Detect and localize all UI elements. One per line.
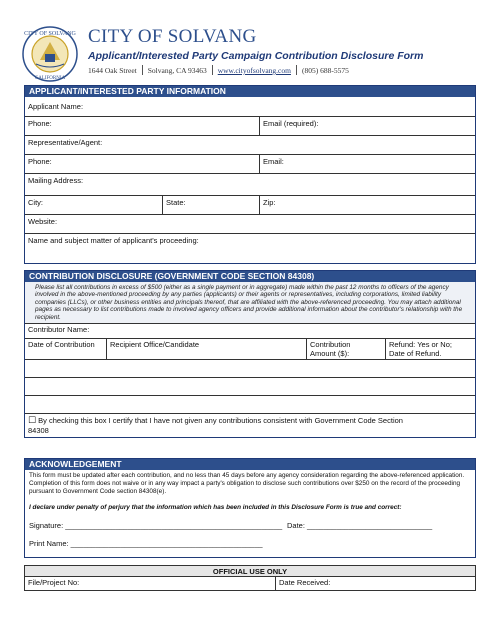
mailing-address-row — [25, 173, 475, 195]
signature-line — [25, 515, 475, 537]
subject-matter-row — [25, 233, 475, 263]
certify-row — [25, 413, 475, 437]
col-date-header: Date of Contribution — [28, 340, 95, 350]
print-name-line — [25, 537, 475, 557]
section-heading: CONTRIBUTION DISCLOSURE (GOVERNMENT CODE SECTION 84308) — [25, 271, 475, 282]
street-address: 1644 Oak Street — [88, 66, 137, 75]
official-use-row — [25, 577, 475, 590]
contribution-table-header — [25, 338, 475, 359]
acknowledgement-text: This form must be updated after each contribution, and no less than 45 days before any agency consideration regarding the above-referenced application. Completion of this form does not waive or in any way impact a party's obligation to disclose such contributions over $250 on the record of the proceeding pursuant to Government Code section 84308(e). — [29, 472, 465, 495]
applicant-phone-row — [25, 116, 475, 135]
contribution-instructions: Please list all contributions in excess of $500 (either as a single payment or in aggregate) made within the past 12 months to officers of the agency involved in the above-mentioned proceeding by any parties (applicants) or their agents or representatives, including corporations, limited liability companies (LLCs), or other business entities and principals thereof, that are affiliated with the above-referenced proceeding. You may attach additional pages as necessary to list contributions made to involved agency officers and provide additional information about the contributor's relationship with the recipient. — [25, 282, 475, 324]
form-title: Applicant/Interested Party Campaign Contribution Disclosure Form — [88, 50, 424, 62]
section-heading: APPLICANT/INTERESTED PARTY INFORMATION — [25, 86, 475, 97]
seal-text-top: CITY OF SOLVANG — [24, 31, 76, 37]
subject-matter-field[interactable]: Name and subject matter of applicant's proceeding: — [28, 236, 199, 245]
col-refund-line1: Refund: Yes or No; — [389, 340, 452, 350]
seal-text-bottom: CALIFORNIA — [34, 76, 66, 81]
website-link[interactable]: www.cityofsolvang.com — [217, 66, 291, 75]
section-heading: ACKNOWLEDGEMENT — [25, 459, 475, 470]
letterhead — [0, 0, 480, 82]
contributor-name-field[interactable]: Contributor Name: — [28, 325, 90, 335]
certify-text-line1: By checking this box I certify that I have not given any contributions consistent with Government Code Section — [38, 416, 403, 426]
rep-phone-field[interactable]: Phone: — [28, 157, 52, 166]
applicant-name-field[interactable]: Applicant Name: — [28, 102, 84, 111]
website-row — [25, 214, 475, 233]
col-recipient-header: Recipient Office/Candidate — [106, 339, 306, 359]
contributor-name-row — [25, 324, 475, 338]
contribution-entry-row[interactable] — [25, 359, 475, 377]
applicant-name-row — [25, 97, 475, 116]
col-amount-line1: Contribution — [310, 340, 351, 350]
rep-phone-row — [25, 154, 475, 173]
certify-statement — [25, 414, 477, 437]
city-seal-logo — [22, 26, 78, 82]
col-refund-line2: Date of Refund. — [389, 349, 442, 359]
col-amount-header — [306, 339, 385, 359]
city-name: CITY OF SOLVANG — [88, 26, 257, 47]
checkbox-icon[interactable]: ☐ — [28, 416, 37, 427]
applicant-phone-field[interactable]: Phone: — [28, 119, 52, 128]
website-field[interactable]: Website: — [28, 217, 58, 226]
contribution-entry-row[interactable] — [25, 395, 475, 413]
date-received-field[interactable]: Date Received: — [275, 577, 477, 590]
print-name-field[interactable]: Print Name: ______________________________________________ — [29, 539, 263, 548]
contribution-entry-row[interactable] — [25, 377, 475, 395]
zip-field[interactable]: Zip: — [259, 196, 477, 214]
acknowledgement-section — [24, 458, 476, 558]
date-field[interactable]: Date: ______________________________ — [287, 521, 433, 530]
state-field[interactable]: State: — [162, 196, 259, 214]
file-project-no-field[interactable]: File/Project No: — [28, 578, 80, 587]
signature-field[interactable]: Signature: ____________________________________________________ — [29, 521, 283, 530]
mailing-address-field[interactable]: Mailing Address: — [28, 176, 84, 185]
official-use-heading: OFFICIAL USE ONLY — [25, 566, 475, 577]
contact-line — [88, 65, 349, 75]
col-refund-header — [385, 339, 477, 359]
rep-email-field[interactable]: Email: — [259, 155, 477, 173]
official-use-section — [24, 565, 476, 591]
applicant-email-field[interactable]: Email (required): — [259, 117, 477, 135]
contribution-section — [24, 270, 476, 438]
representative-row — [25, 135, 475, 154]
applicant-section — [24, 85, 476, 264]
certify-text-line2: 84308 — [28, 426, 49, 436]
city-field[interactable]: City: — [28, 198, 43, 207]
city-state-zip: Solvang, CA 93463 — [147, 66, 207, 75]
perjury-declaration: I declare under penalty of perjury that the information which has been included in this Disclosure Form is true and correct: — [29, 504, 402, 511]
representative-field[interactable]: Representative/Agent: — [28, 138, 103, 147]
city-state-zip-row — [25, 195, 475, 214]
phone-number: (805) 688-5575 — [301, 66, 349, 75]
col-amount-line2: Amount ($): — [310, 349, 350, 359]
